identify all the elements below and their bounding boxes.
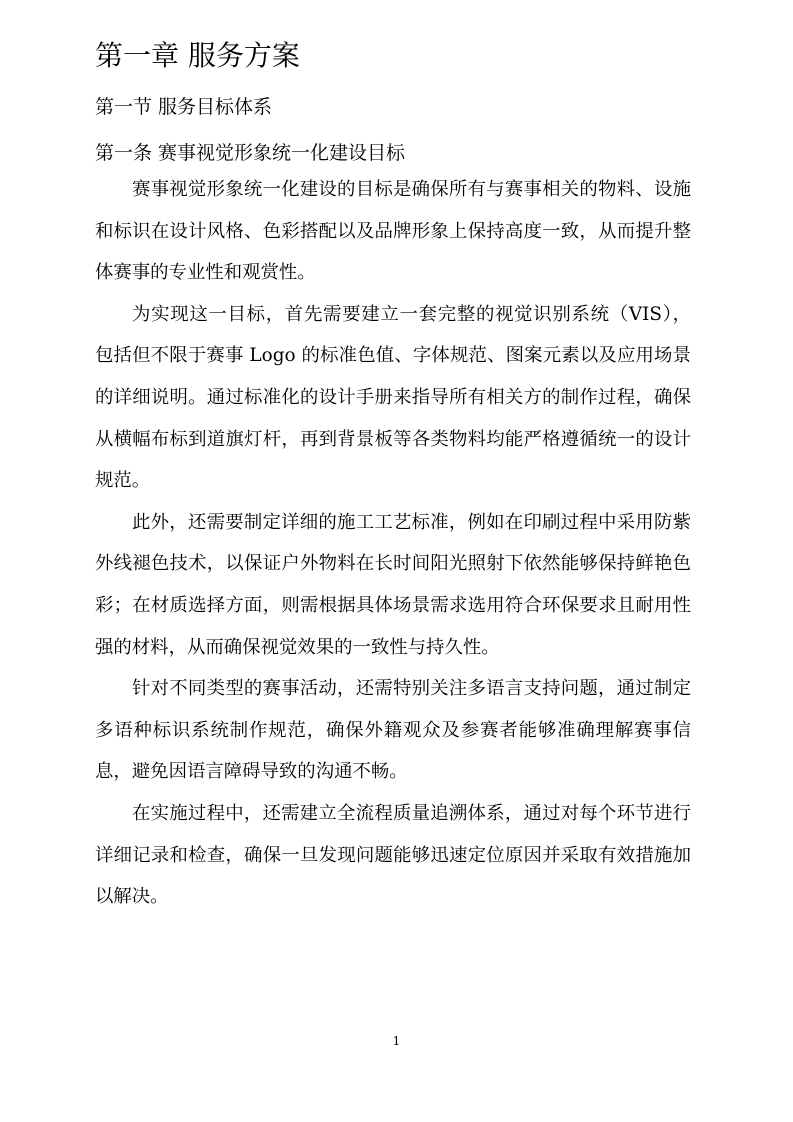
paragraph: [95, 668, 691, 793]
chapter-title: 第一章 服务方案: [95, 39, 300, 72]
paragraph: [95, 793, 691, 918]
paragraph-line: 息，避免因语言障碍导致的沟通不畅。: [95, 761, 408, 783]
paragraph-line: 以解决。: [95, 886, 169, 908]
paragraph-line: 的详细说明。通过标准化的设计手册来指导所有相关方的制作过程，确保: [95, 386, 691, 408]
paragraph: [95, 502, 691, 668]
paragraph-line: 此外，还需要制定详细的施工工艺标准，例如在印刷过程中采用防紫: [132, 511, 691, 533]
page-number: 1: [392, 1034, 401, 1048]
paragraph-line: 强的材料，从而确保视觉效果的一致性与持久性。: [95, 636, 500, 658]
paragraph-line: 多语种标识系统制作规范，确保外籍观众及参赛者能够准确理解赛事信: [95, 719, 691, 741]
paragraph-line: 包括但不限于赛事 Logo 的标准色值、字体规范、图案元素以及应用场景: [95, 345, 691, 367]
paragraph-line: 彩；在材质选择方面，则需根据具体场景需求选用符合环保要求且耐用性: [95, 594, 691, 616]
section-title: 第一节 服务目标体系: [95, 96, 273, 118]
paragraph: [95, 169, 691, 294]
paragraph-line: 详细记录和检查，确保一旦发现问题能够迅速定位原因并采取有效措施加: [95, 844, 691, 866]
paragraph-line: 体赛事的专业性和观赏性。: [95, 262, 316, 284]
paragraph-line: 规范。: [95, 470, 151, 492]
paragraph-line: 从横幅布标到道旗灯杆，再到背景板等各类物料均能严格遵循统一的设计: [95, 428, 691, 450]
paragraph-line: 和标识在设计风格、色彩搭配以及品牌形象上保持高度一致，从而提升整: [95, 220, 691, 242]
paragraph-line: 在实施过程中，还需建立全流程质量追溯体系，通过对每个环节进行: [132, 802, 691, 824]
body-text: [95, 169, 691, 918]
article-title: 第一条 赛事视觉形象统一化建设目标: [95, 142, 406, 164]
paragraph-line: 外线褪色技术，以保证户外物料在长时间阳光照射下依然能够保持鲜艳色: [95, 553, 691, 575]
paragraph-line: 赛事视觉形象统一化建设的目标是确保所有与赛事相关的物料、设施: [132, 179, 691, 200]
paragraph-line: 针对不同类型的赛事活动，还需特别关注多语言支持问题，通过制定: [132, 678, 691, 700]
paragraph-line: 为实现这一目标，首先需要建立一套完整的视觉识别系统（VIS），: [132, 303, 691, 325]
paragraph: [95, 294, 691, 502]
